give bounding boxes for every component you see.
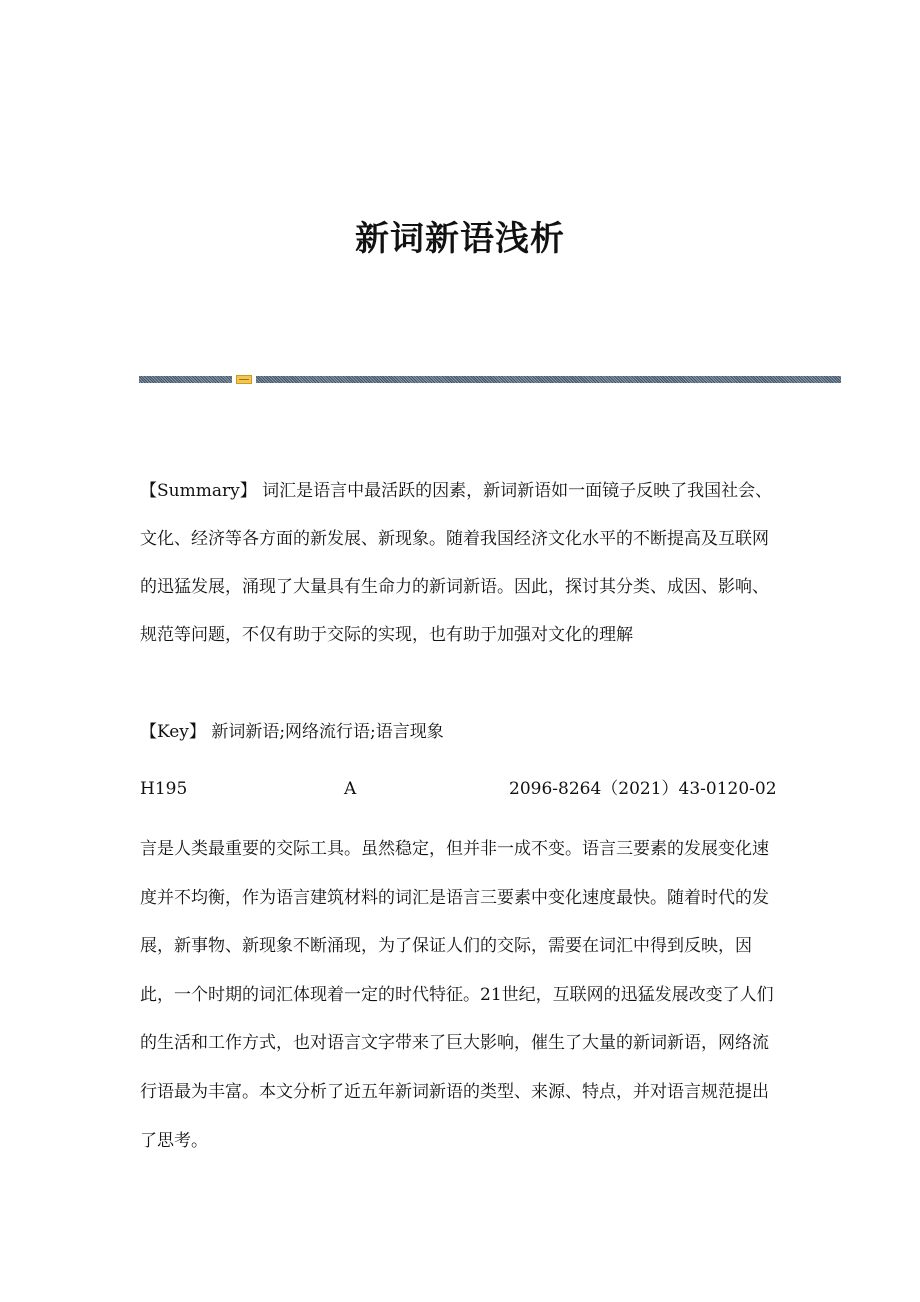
- document-code: A: [344, 779, 357, 799]
- summary-paragraph: [140, 467, 775, 659]
- clc-number: H195: [140, 779, 188, 799]
- summary-label: 【Summary】: [140, 481, 257, 501]
- body-paragraph: 言是人类最重要的交际工具。虽然稳定，但并非一成不变。语言三要素的发展变化速度并不均衡，作为语言建筑材料的词汇是语言三要素中变化速度最快。随着时代的发展，新事物、新现象不断涌现，为了保证人们的交际，需要在词汇中得到反映，因此，一个时期的词汇体现着一定的时代特征。21世纪，互联网的迅猛发展改变了人们的生活和工作方式，也对语言文字带来了巨大影响，催生了大量的新词新语，网络流行语最为丰富。本文分析了近五年新词新语的类型、来源、特点，并对语言规范提出了思考。: [140, 839, 774, 1151]
- title-divider: [139, 375, 841, 384]
- article-id: 2096-8264（2021）43-0120-02: [509, 779, 777, 799]
- keywords-line: [140, 716, 775, 748]
- divider-ornament-icon: [236, 375, 252, 384]
- page-title: 新词新语浅析: [355, 219, 565, 259]
- divider-bar-right: [256, 376, 841, 383]
- divider-bar-left: [139, 376, 232, 383]
- summary-text: 词汇是语言中最活跃的因素，新词新语如一面镜子反映了我国社会、文化、经济等各方面的新发展、新现象。随着我国经济文化水平的不断提高及互联网的迅猛发展，涌现了大量具有生命力的新词新语。因此，探讨其分类、成因、影响、规范等问题，不仅有助于交际的实现，也有助于加强对文化的理解: [140, 481, 773, 645]
- keywords-text: 新词新语;网络流行语;语言现象: [211, 722, 444, 742]
- keywords-label: 【Key】: [140, 722, 206, 742]
